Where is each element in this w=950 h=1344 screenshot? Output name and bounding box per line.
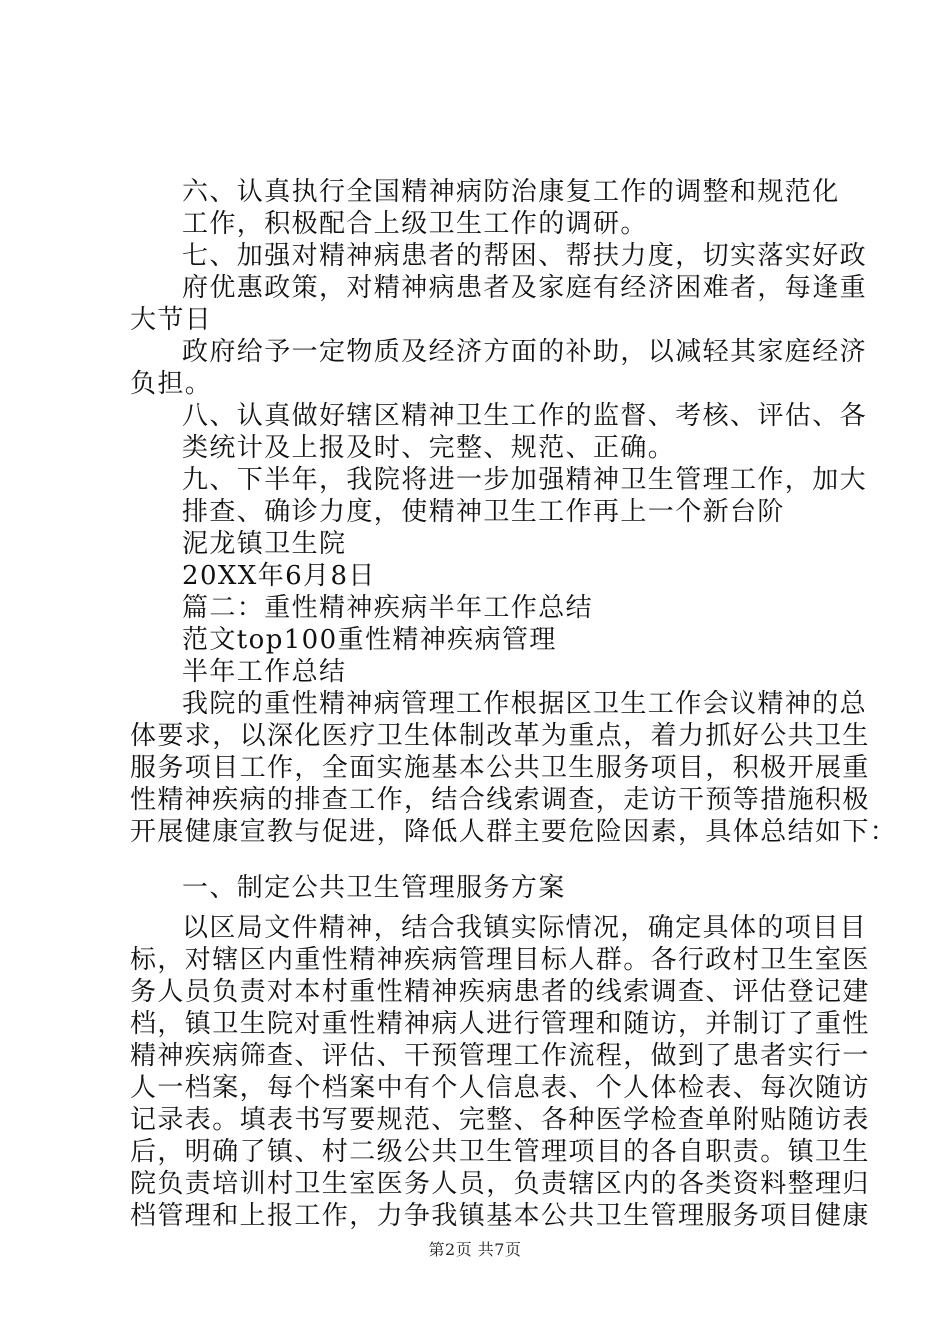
signature-date: 20XX年6月8日 [182, 561, 376, 591]
text-line: 九、下半年，我院将进一步加强精神卫生管理工作，加大 [182, 465, 868, 495]
text-line: 服务项目工作，全面实施基本公共卫生服务项目，积极开展重 [130, 753, 870, 783]
signature-org: 泥龙镇卫生院 [182, 529, 347, 559]
text-line: 六、认真执行全国精神病防治康复工作的调整和规范化 [182, 177, 840, 207]
text-line: 性精神疾病的排查工作，结合线索调查，走访干预等措施积极 [130, 785, 870, 815]
text-line: 范文top100重性精神疾病管理 [182, 625, 557, 655]
text-line: 记录表。填表书写要规范、完整、各种医学检查单附贴随访表 [130, 1105, 870, 1135]
text-line: 类统计及上报及时、完整、规范、正确。 [182, 433, 676, 463]
text-line: 负担。 [130, 369, 213, 399]
text-line: 院负责培训村卫生室医务人员，负责辖区内的各类资料整理归 [130, 1169, 870, 1199]
text-line: 标，对辖区内重性精神疾病管理目标人群。各行政村卫生室医 [130, 945, 870, 975]
text-line: 精神疾病筛查、评估、干预管理工作流程，做到了患者实行一 [130, 1041, 870, 1071]
text-line: 府优惠政策，对精神病患者及家庭有经济困难者，每逢重 [182, 273, 868, 303]
text-line: 大节日 [130, 305, 213, 335]
text-line: 开展健康宣教与促进，降低人群主要危险因素，具体总结如下： [130, 817, 898, 847]
text-line: 人一档案，每个档案中有个人信息表、个人体检表、每次随访 [130, 1073, 870, 1103]
text-line: 排查、确诊力度，使精神卫生工作再上一个新台阶 [182, 497, 785, 527]
section-heading: 篇二：重性精神疾病半年工作总结 [182, 593, 594, 623]
text-line: 我院的重性精神病管理工作根据区卫生工作会议精神的总 [182, 689, 868, 719]
text-line: 八、认真做好辖区精神卫生工作的监督、考核、评估、各 [182, 401, 868, 431]
text-line: 档管理和上报工作，力争我镇基本公共卫生管理服务项目健康 [130, 1201, 870, 1231]
page-number-footer: 第2页 共7页 [428, 1240, 522, 1259]
subsection-heading: 一、制定公共卫生管理服务方案 [182, 873, 566, 903]
text-line: 政府给予一定物质及经济方面的补助，以减轻其家庭经济 [182, 337, 868, 367]
text-line: 工作，积极配合上级卫生工作的调研。 [182, 209, 648, 239]
text-line: 档，镇卫生院对重性精神病人进行管理和随访，并制订了重性 [130, 1009, 870, 1039]
text-line: 后，明确了镇、村二级公共卫生管理项目的各自职责。镇卫生 [130, 1137, 870, 1167]
text-line: 务人员负责对本村重性精神疾病患者的线索调查、评估登记建 [130, 977, 870, 1007]
text-line: 体要求，以深化医疗卫生体制改革为重点，着力抓好公共卫生 [130, 721, 870, 751]
text-line: 七、加强对精神病患者的帮困、帮扶力度，切实落实好政 [182, 241, 868, 271]
text-line: 以区局文件精神，结合我镇实际情况，确定具体的项目目 [182, 913, 868, 943]
text-line: 半年工作总结 [182, 657, 347, 687]
